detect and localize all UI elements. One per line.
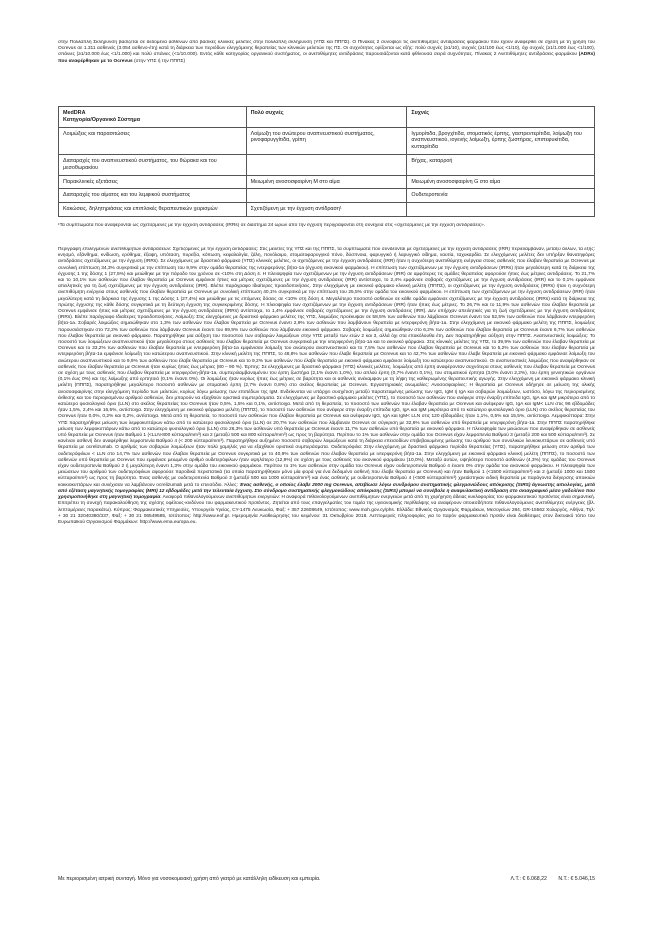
cell-category: Διαταραχές του αναπνευστικού συστήματος, του θώρακα και του μεσοθωρακίου xyxy=(59,154,247,175)
body-text-part1: Περιγραφή επιλεγμένων ανεπιθύμητων αντιδράσεων: Σχετιζόμενες με την έγχυση αντιδράσεις: Στις μελέτες της ΥΠΣ και της ΠΠΠΣ, τα συμπτώματα που συνδέονται με σχετιζόμενες με την έγχυση αντιδράσεις (IRR) περιελάμβαναν, μεταξύ άλλων, τα εξής: κνησμό, εξάνθημα, κνίδωση, ερύθημα, έξαψη, υπόταση, πυρεξία, κόπωση, κεφαλαλγία, ζάλη, πονόλαιμο, στοματοφαρυγγικό πόνο, δύσπνοια, φαρυγγικό ή λαρυγγικό οίδημα, ναυτία, ταχυκαρδία. Σε ελεγχόμενες μελέτες δεν υπήρξαν θανατηφόρες αντιδράσεις σχετιζόμενες με την έγχυση (IRRs). Σε ελεγχόμενες με δραστικό φάρμακο (ΥΠΣ) κλινικές μελέτες, οι σχετιζόμενες με την έγχυση αντιδράσεις (IRR) ήταν η συχνότερη ανεπιθύμητη ενέργεια στους ασθενείς που έλαβαν θεραπεία με Ocrevus με συνολική επίπτωση 34,3% συγκριτικά με την επίπτωση του 9,9% στην ομάδα θεραπείας της ιντερφερόνης βήτα-1a (έγχυση εικονικού φαρμάκου). Η επίπτωση των σχετιζόμενων με την έγχυση αντιδράσεων (IRRs) ήταν μεγαλύτερη κατά τη διάρκεια της έγχυσης 1 της δόσης 1 (27,5%) και μειώθηκε με την πάροδο του χρόνου σε <10% στη Δόση 4. Η πλειοψηφία των σχετιζόμενων με την έγχυση αντιδράσεων (IRR) σε αμφότερες τις ομάδες θεραπείας αφορούσε ήπιες έως μέτριες αντιδράσεις. Το 21,7% και το 10,1% των ασθενών που έλαβαν θεραπεία με Ocrevus εμφάνισε ήπιες και μέτριες σχετιζόμενες με την έγχυση αντιδράσεις (IRR) αντίστοιχα, το 2,4% εμφάνισε σοβαρές σχετιζόμενες με την έγχυση αντιδράσεις (IRR) και το 0,1% εμφάνισε απειλητικές για τη ζωή σχετιζόμενες με την έγχυση αντιδράσεις (IRR). Βλέπε παράγραφο Ιδιαίτερες προειδοποιήσεις. Στην ελεγχόμενη με εικονικό φάρμακο κλινική μελέτη (ΠΠΠΣ), οι σχετιζόμενες με την έγχυση αντιδράσεις (IRRs) ήταν η συχνότερη ανεπιθύμητη ενέργεια στους ασθενείς που έλαβαν θεραπεία με Ocrevus με συνολική επίπτωση 40,1% συγκριτικά με την επίπτωση του 25,5% στην ομάδα του εικονικού φαρμάκου. Η επίπτωση των σχετιζόμενων με την έγχυση αντιδράσεων (IRR) ήταν μεγαλύτερη κατά τη διάρκεια της έγχυσης 1 της Δόσης 1 (27,4%) και μειώθηκε με τις επόμενες δόσεις σε <10% στη δόση 4. Μεγαλύτερο ποσοστό ασθενών σε κάθε ομάδα εμφάνισε σχετιζόμενες με την έγχυση αντιδράσεις (IRRs) κατά τη διάρκεια της πρώτης έγχυσης της κάθε δόσης συγκριτικά με τη δεύτερη έγχυση της συγκεκριμένης δόσης. Η πλειοψηφία των σχετιζόμενων με την έγχυση αντιδράσεων (IRR) ήταν ήπιες έως μέτριες. Το 26,7% και το 11,9% των ασθενών που έλαβαν θεραπεία με Ocrevus εμφάνισε ήπιες και μέτριες σχετιζόμενες με την έγχυση αντιδράσεις (IRRs) αντίστοιχα, το 1,4% εμφάνισε σοβαρές σχετιζόμενες με την έγχυση αντιδράσεις (IRR). Δεν υπήρχαν απειλητικές για τη ζωή σχετιζόμενες με την έγχυση αντιδράσεις (IRRs). Βλέπε παράγραφο Ιδιαίτερες προειδοποιήσεις. Λοίμωξη: Στις ελεγχόμενες με δραστικό φάρμακο μελέτες της ΥΠΣ, λοιμώξεις προέκυψαν σε 58,5% των ασθενών που λάμβαναν Ocrevus έναντι του 52,5% των ασθενών που λάμβαναν ιντερφερόνη βήτα-1a. Σοβαρές λοιμώξεις σημειώθηκαν στο 1,3% των ασθενών που έλαβαν θεραπεία με Ocrevus έναντι 2,9% των ασθενών που λαμβάνουν θεραπεία με ιντερφερόνη βήτα-1a. Στην ελεγχόμενη με εικονικό φάρμακο μελέτη της ΠΠΠΣ, λοιμώξεις παρουσιάστηκαν στο 72,2% των ασθενών που λάμβαναν Ocrevus έναντι του 69,9% των ασθενών που λάμβαναν εικονικό φάρμακο. Σοβαρές λοιμώξεις σημειώθηκαν στο 6,2% των ασθενών που έλαβαν θεραπεία με Ocrevus έναντι 6,7% των ασθενών που έλαβαν θεραπεία με εικονικό φάρμακο. Παρατηρήθηκε μια αύξηση του ποσοστού των σοβαρών λοιμώξεων στην ΥΠΣ μεταξύ των ετών 2 και 3, αλλά όχι στα επακόλουθα έτη. Δεν παρατηρήθηκε αύξηση στην ΠΠΠΣ. Αναπνευστικές λοιμώξεις: Το ποσοστό των λοιμώξεων αναπνευστικού ήταν μεγαλύτερο στους ασθενείς που έλαβαν θεραπεία με Ocrevus συγκριτικά με την ιντερφερόνη βήτα-1a και το εικονικό φάρμακο. Στις κλινικές μελέτες της ΥΠΣ, το 39,9% των ασθενών που έλαβαν θεραπεία με Ocrevus και το 33,2% των ασθενών που έλαβαν θεραπεία με ιντερφερόνη βήτα-1a εμφάνισαν λοίμωξη του ανώτερου αναπνευστικού και το 7,5% των ασθενών που έλαβαν θεραπεία με Ocrevus και το 5,2% των ασθενών που έλαβαν θεραπεία με ιντερφερόνη βήτα-1a εμφάνισε λοίμωξη του κατώτερου αναπνευστικού. Στην κλινική μελέτη της ΠΠΠΣ, το 48,8% των ασθενών που έλαβε θεραπεία με Ocrevus και το 42,7% των ασθενών που έλαβε θεραπεία με εικονικό φάρμακο εμφάνισε λοίμωξη του ανώτερου αναπνευστικού και το 9,9% των ασθενών που έλαβε θεραπεία με Ocrevus και το 9,2% των ασθενών που έλαβε θεραπεία με εικονικό φάρμακο εμφάνισε λοίμωξη του κατώτερου αναπνευστικού. Οι αναπνευστικές λοιμώξεις που αναφέρθηκαν σε ασθενείς που έλαβαν θεραπεία με Ocrevus ήταν κυρίως ήπιες έως μέτριες (80 – 90 %). Έρπης: Σε ελεγχόμενες με δραστικό φάρμακο (ΥΠΣ) κλινικές μελέτες, λοιμώξεις από έρπη αναφέρονταν συχνότερα στους ασθενείς που έλαβαν θεραπεία με Ocrevus σε σχέση με τους ασθενείς που έλαβαν θεραπεία με ιντερφερόνη-βήτα-1a, συμπεριλαμβανομένου του έρπη ζωστήρα (2,1% έναντι 1,0%), του απλού έρπη (0,7% έναντι 0,1%), του στοματικού έρπητα (3,0% έναντι 2,2%), του έρπη γεννητικών οργάνων (0,1% έως 0%) και της λοίμωξης από ερπητοιό (0,1% έναντι 0%). Οι λοιμώξεις ήταν κυρίως ήπιες έως μέτριες σε βαρύτητα και οι ασθενείς ανέκαμψαν με τη λήψη της καθιερωμένης θεραπευτικής αγωγής. Στην ελεγχόμενη με εικονικό φάρμακο κλινική μελέτη (ΠΠΠΣ), παρατηρήθηκε μεγαλύτερο ποσοστό ασθενών με στοματικό έρπη (2,7% έναντι 0,8%) στο σκέλος θεραπείας με Ocrevus. Εργαστηριακές ανωμαλίες: Ανοσοσφαιρίνες: Η θεραπεία με Ocrevus οδήγησε σε μείωση της ολικής ανοσοσφαιρίνης στην ελεγχόμενη περίοδο των μελετών, κυρίως λόγω μείωσης των επιπέδων της IgM. Ενδείκνυται να υπάρχει συσχέτιση μεταξύ παρατεταμένης μείωσης των IgG, IgM ή IgA και σοβαρών λοιμώξεων, ωστόσο, λόγω της περιορισμένης έκθεσης και του περιορισμένου αριθμού ασθενών, δεν μπορούν να εξαχθούν οριστικά συμπεράσματα. Σε ελεγχόμενες με δραστικό φάρμακο μελέτες (ΥΠΣ), το ποσοστό των ασθενών που ανέφερε στην έναρξη επίπεδα IgG, IgA και IgM μικρότερα από το κατώτερο φυσιολογικό όριο (LLN) στο σκέλος θεραπείας του Ocrevus ήταν 0,5%, 1,5% και 0,1%, αντίστοιχα. Μετά από τη θεραπεία, το ποσοστό των ασθενών που έλαβαν θεραπεία με Ocrevus και ανέφεραν IgG, IgA και IgM< LLN στις 96 εβδομάδες ήταν 1,5%, 2,4% και 16,5%, αντίστοιχα. Στην ελεγχόμενη με εικονικό φάρμακο μελέτη (ΠΠΠΣ), το ποσοστό των ασθενών που ανέφερε στην έναρξη επίπεδα IgG, IgA και IgM μικρότερα από το κατώτερο φυσιολογικό όριο (LLN) στο σκέλος θεραπείας του Ocrevus ήταν 0,0%, 0,2% και 0,2%, αντίστοιχα. Μετά από τη θεραπεία, το ποσοστό των ασθενών που έλαβαν θεραπεία με Ocrevus και ανέφεραν IgG, IgA και IgM< LLN στις 120 εβδομάδες ήταν 1,1%, 0,5% και 15,5%, αντίστοιχα. Λεμφοκύτταρα: Στην ΥΠΣ παρατηρήθηκε μείωση των λεμφοκυττάρων κάτω από το κατώτερο φυσιολογικό όριο (LLN) σε 20,7% των ασθενών που λάμβαναν Ocrevus σε σύγκριση με 32,6% των ασθενών υπό θεραπεία με ιντερφερόνη βήτα-1a. Στην ΠΠΠΣ παρατηρήθηκε μείωση των λεμφοκυττάρων κάτω από το κατώτερο φυσιολογικό όριο (LLN) στο 26,3% των ασθενών υπό θεραπεία με Ocrevus έναντι 11,7% των ασθενών υπό θεραπεία με εικονικό φάρμακο. Η πλειοψηφία των μειώσεων που αναφέρθηκαν σε ασθενείς υπό θεραπεία με Ocrevus ήταν Βαθμού 1 (<LLN-800 κύτταρα/mm³) και 2 (μεταξύ 500 και 800 κύτταρα/mm³) ως προς τη βαρύτητα. Περίπου το 1% των ασθενών στην ομάδα του Ocrevus είχαν λεμφοπενία Βαθμού 3 (μεταξύ 200 και 500 κύτταρα/mm³). Σε κανέναν ασθενή δεν αναφέρθηκε λεμφοπενία Βαθμού 4 (< 200 κύτταρα/mm³). Παρατηρήθηκε αυξημένο ποσοστό σοβαρών λοιμώξεων κατά τη διάρκεια επεισοδίων επιβεβαιωμένης μείωσης του αριθμού των συνολικών λευκοκυττάρων σε ασθενείς υπό θεραπεία με ocrelizumab. Ο αριθμός των σοβαρών λοιμώξεων ήταν πολύ χαμηλός για να εξαχθούν οριστικά συμπεράσματα. Ουδετερόφιλα: Στην ελεγχόμενη με δραστικό φάρμακο περίοδο θεραπείας (ΥΠΣ), παρατηρήθηκε μείωση στον αριθμό των ουδετερόφιλων < LLN στο 14,7% των ασθενών που έλαβαν θεραπεία με Ocrevus συγκριτικά με το 40,9% των ασθενών που έλαβαν θεραπεία με ιντερφερόνη βήτα-1a. Στην ελεγχόμενη με εικονικό φάρμακο κλινική μελέτη (ΠΠΠΣ), το ποσοστό των ασθενών υπό θεραπεία με Ocrevus που εμφάνισε μειωμένο αριθμό ουδετερόφιλων ήταν υψηλότερο (12,9%) σε σχέση με τους ασθενείς του εικονικού φαρμάκου (10,0%). Μεταξύ αυτών, υψηλότερο ποσοστό ασθενών (4,3%) της ομάδας του Ocrevus είχαν ουδετεροπενία Βαθμού 2 ή μεγαλύτερη έναντι 1,3% στην ομάδα του εικονικού φαρμάκου. Περίπου το 1% των ασθενών στην ομάδα του Ocrevus είχαν ουδετεροπενία Βαθμού 4 έναντι 0% στην ομάδα του εικονικού φαρμάκου. Η πλειοψηφία των μειώσεων του αριθμού των ουδετερόφιλων αφορούσε παροδικά περιστατικά (τα οποία παρατηρήθηκαν μόνο μία φορά για ένα δεδομένο ασθενή που έλαβε θεραπεία με Ocrevus) και ήταν Βαθμού 1 (<1500 κύτταρα/mm³) και 2 (μεταξύ 1000 και 1500 κύτταρα/mm³) ως προς τη βαρύτητα. Ένας ασθενής με ουδετεροπενία Βαθμού 3 (μεταξύ 500 και 1000 κύτταρα/mm³) και ένας ασθενής με ουδετεροπενία Βαθμού 4 (<500 κύτταρα/mm³) χρειάστηκαν ειδική θεραπεία με παράγοντα διέγερσης αποικιών κοκκιοκυττάρων και συνέχισαν να λαμβάνουν ocrelizumab μετά το επεισόδιο. Άλλες: xyxy=(58,246,595,488)
table-row xyxy=(59,189,595,203)
cell-very-common: Λοίμωξη του ανώτερου αναπνευστικού συστήματος, ρινοφαρυγγίτιδα, γρίπη xyxy=(246,127,407,154)
cell-common: Βήχας, καταρροή xyxy=(407,154,595,175)
body-text-part2: . Αναφορά πιθανολογούμενων ανεπιθύμητων ενεργειών: Η αναφορά πιθανολογούμενων ανεπιθύμητων ενεργειών μετά από τη χορήγηση άδειας κυκλοφορίας του φαρμακευτικού προϊόντος είναι σημαντική. Επιτρέπει τη συνεχή παρακολούθηση της σχέσης οφέλους-κινδύνου του φαρμακευτικού προϊόντος. Ζητείται από τους επαγγελματίες του τομέα της υγειονομικής περίθαλψης να αναφέρουν οποιεσδήποτε πιθανολογούμενες ανεπιθύμητες ενέργειες (βλ. λεπτομέρειες παρακάτω). Κύπρος: Φαρμακευτικές Υπηρεσίες, Υπουργείο Υγείας, CY-1475 Λευκωσία, Φαξ: + 357 22608649, Ιστότοπος: www.moh.gov.cy/phs. Ελλάδα: Εθνικός Οργανισμός Φαρμάκων, Μεσογείων 284, GR-15562 Χολαργός, Αθήνα, Τηλ: + 30 21 32040380/337, Φαξ: + 30 21 06549585, Ιστότοπος: http://www.eof.gr. Ημερομηνία Αναθεώρησης του κειμένου: 31 Οκτωβρίου 2018. Λεπτομερείς πληροφορίες για το παρόν φαρμακευτικό προϊόν είναι διαθέσιμες στον δικτυακό τόπο του Ευρωπαϊκού Οργανισμού Φαρμάκων: http://www.ema.europa.eu. xyxy=(58,495,595,525)
table-row xyxy=(59,127,595,154)
retail-price: Λ.Τ.: € 6.068,22 xyxy=(510,876,547,882)
intro-tail-text: (στην ΥΠΣ ή την ΠΠΠΣ) xyxy=(132,58,186,64)
body-emphasis-text: Ένας ασθενής, ο οποίος έλαβε 2000 mg Ocrevus, απεβίωσε λόγω συνδρόμου συστηματικής φλεγμονώδους απόκρισης (SIRS) άγνωστης αιτιολογίας, μετά από εξέταση μαγνητικής τομογραφίας (MRI) 12 εβδομάδες μετά την τελευταία έγχυση. Στο σύνδρομο συστηματικής φλεγμονώδους απόκρισης (SIRS) μπορεί να συνέβαλε η αναφυλακτική αντίδραση στο σκιαγραφικό μέσο γαδολίνιο που χρησιμοποιήθηκε στη μαγνητική τομογραφία xyxy=(58,482,595,501)
body-paragraph xyxy=(58,247,595,771)
cell-very-common xyxy=(246,154,407,175)
cell-category: Διαταραχές του αίματος και του λεμφικού συστήματος xyxy=(59,189,247,203)
table-footnote: ¹Τα συμπτώματα που αναφέρονται ως σχετιζόμενες με την έγχυση αντιδράσεις (IRRs) σε διάστημα 24 ωρών από την έγχυση περιγράφονται στη συνέχεια στις «σχετιζόμενες με την έγχυση αντιδράσεις». xyxy=(58,222,486,228)
cell-category: Λοιμώξεις και παρασιτώσεις xyxy=(59,127,247,154)
prices xyxy=(501,876,595,883)
header-meddra: MedDRA xyxy=(63,110,86,116)
intro-paragraph xyxy=(58,40,595,98)
table-header-row xyxy=(59,107,595,128)
cell-category: Παρακλινικές εξετάσεις xyxy=(59,175,247,189)
cell-common xyxy=(407,203,595,217)
table-row xyxy=(59,154,595,175)
header-very-common: Πολύ συχνές xyxy=(246,107,407,128)
cell-common: Ουδετεροπενία xyxy=(407,189,595,203)
table-row xyxy=(59,203,595,217)
table-row xyxy=(59,175,595,189)
hospital-price: Ν.Τ.: € 5.046,15 xyxy=(558,876,595,882)
cell-very-common: Μειωμένη ανοσοσφαιρίνη Μ στο αίμα xyxy=(246,175,407,189)
adverse-reactions-table xyxy=(58,106,595,217)
header-category-label: Κατηγορία/Οργανικό Σύστημα xyxy=(63,116,141,123)
cell-common: Ιγμορίτιδα, βρογχίτιδα, στοματικός έρπης, γαστρεντερίτιδα, λοίμωξη του αναπνευστικού, ιογενής λοίμωξη, έρπης ζωστήρας, επιπεφυκίτιδα, κυτταρίτιδα xyxy=(407,127,595,154)
header-common: Συχνές xyxy=(407,107,595,128)
intro-text: στην Πολλαπλή Σκλήρυνση βασίζεται σε δεδομένα ασθενών από βασικές κλινικές μελέτες στην πολλαπλή σκλήρυνση (ΥΠΣ και ΠΠΠΣ). Ο Πίνακας 2 συνοψίζει τις ανεπιθύμητες αντιδράσεις φαρμάκου που έχουν αναφερθεί σε σχέση με τη χρήση του Ocrevus σε 1.311 ασθενείς (3.054 ασθενο-έτη) κατά τη διάρκεια των περιόδων ελεγχόμενης θεραπείας των κλινικών μελετών της ΠΣ. Οι συχνότητες ορίζονται ως εξής: πολύ συχνές (≥1/10), συχνές (≥1/100 έως <1/10), όχι συχνές (≥1/1.000 έως <1/100), σπάνιες (≥1/10.000 έως <1/1.000) και πολύ σπάνιες (<1/10.000). Εντός κάθε κατηγορίας οργανικού συστήματος, οι ανεπιθύμητες αντιδράσεις παρουσιάζονται κατά φθίνουσα σειρά συχνότητας. Πίνακας 2 Ανεπιθύμητες αντιδράσεις φαρμάκου xyxy=(58,40,595,58)
cell-category: Κακώσεις, δηλητηριάσεις και επιπλοκές θεραπευτικών χειρισμών xyxy=(59,203,247,217)
bottom-bar xyxy=(58,876,595,883)
prescription-note: Με περιορισμένη ιατρική συνταγή. Μόνο για νοσοκομειακή χρήση από γιατρό με κατάλληλη ειδίκευση και εμπειρία. xyxy=(58,876,321,882)
cell-very-common: Σχετιζόμενη με την έγχυση αντίδραση¹ xyxy=(246,203,407,217)
cell-common: Μειωμένη ανοσοσφαιρίνη G στο αίμα xyxy=(407,175,595,189)
cell-very-common xyxy=(246,189,407,203)
header-category xyxy=(59,107,247,128)
intro-bold-text: (ADRs) που αναφέρθηκαν με το Ocrevus xyxy=(58,52,595,64)
